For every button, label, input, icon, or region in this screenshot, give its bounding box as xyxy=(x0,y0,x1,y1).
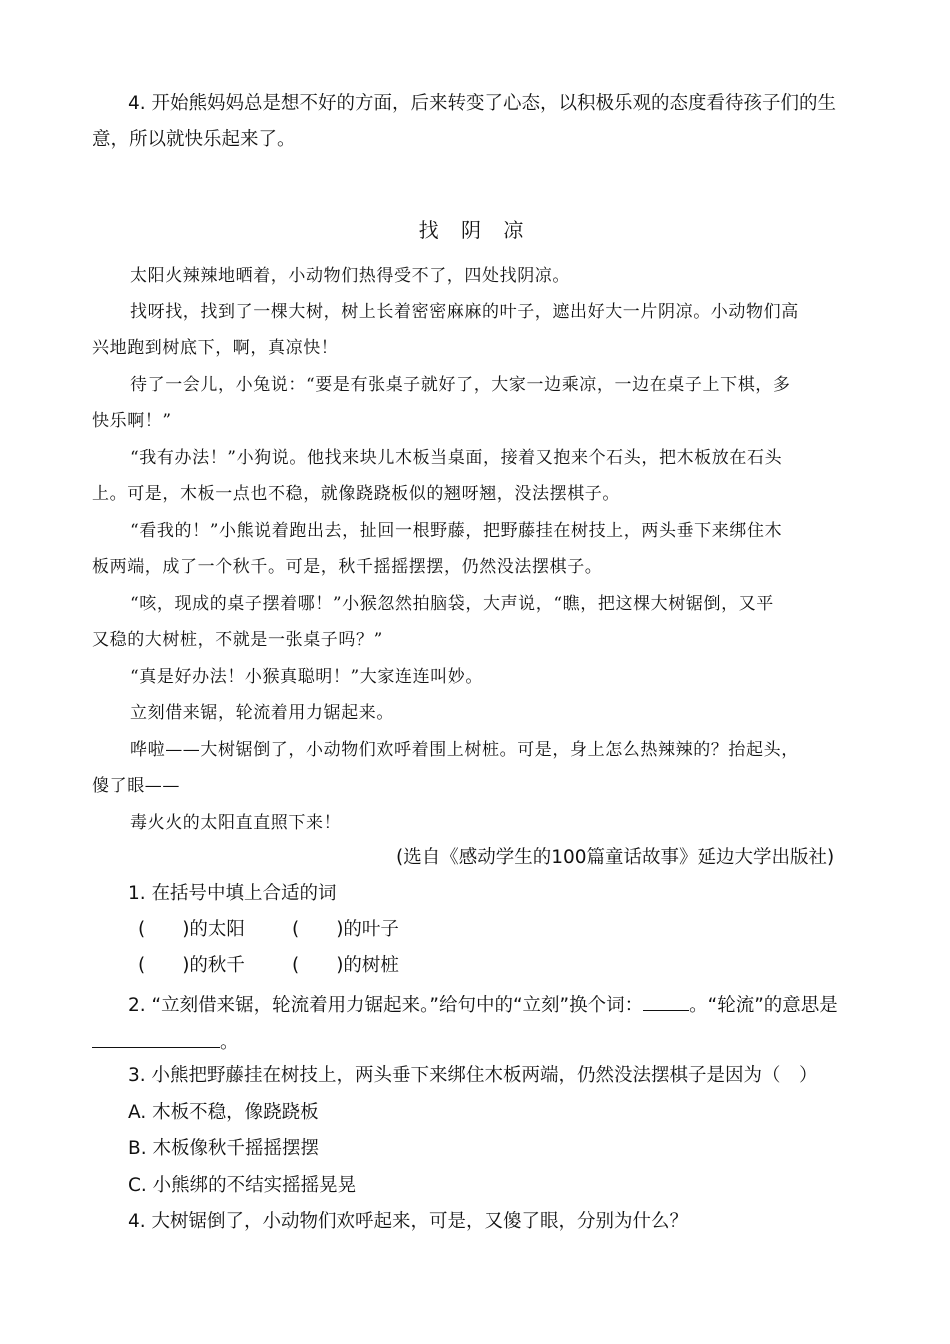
question-1-blank-stump[interactable]: ( )的树桩 xyxy=(292,955,399,976)
question-2-line xyxy=(128,992,838,1018)
story-line: 上。可是，木板一点也不稳，就像跷跷板似的翘呀翘，没法摆棋子。 xyxy=(92,484,620,504)
story-line: 哗啦——大树锯倒了，小动物们欢呼着围上树桩。可是，身上怎么热辣辣的？抬起头， xyxy=(130,740,799,760)
story-line: 傻了眼—— xyxy=(92,776,180,796)
story-line: 立刻借来锯，轮流着用力锯起来。 xyxy=(130,703,394,723)
story-line: 快乐啊！” xyxy=(92,411,172,431)
story-line: “真是好办法！小猴真聪明！”大家连连叫妙。 xyxy=(130,667,483,687)
story-line: 待了一会儿，小兔说：“要是有张桌子就好了，大家一边乘凉，一边在桌子上下棋，多 xyxy=(130,375,791,395)
story-line: 找呀找，找到了一棵大树，树上长着密密麻麻的叶子，遮出好大一片阴凉。小动物们高 xyxy=(130,302,799,322)
story-line: 板两端，成了一个秋千。可是，秋千摇摇摆摆，仍然没法摆棋子。 xyxy=(92,557,603,577)
question-2-answer-blank-1[interactable] xyxy=(643,992,689,1011)
question-1-blank-sun[interactable]: ( )的太阳 xyxy=(138,919,245,940)
question-3-option-a[interactable]: A. 木板不稳，像跷跷板 xyxy=(128,1102,319,1123)
story-line: 太阳火辣辣地晒着，小动物们热得受不了，四处找阴凉。 xyxy=(130,266,570,286)
story-line: 毒火火的太阳直直照下来！ xyxy=(130,813,342,833)
story-title: 找 阴 凉 xyxy=(418,218,532,242)
story-line: “咳，现成的桌子摆着哪！”小猴忽然拍脑袋，大声说，“瞧，把这棵大树锯倒，又平 xyxy=(130,594,774,614)
question-1-blank-swing[interactable]: ( )的秋千 xyxy=(138,955,245,976)
question-3-option-c[interactable]: C. 小熊绑的不结实摇摇晃晃 xyxy=(128,1175,357,1196)
question-2-line-2 xyxy=(92,1029,239,1055)
question-3-option-b[interactable]: B. 木板像秋千摇摇摆摆 xyxy=(128,1138,319,1159)
question-1-prompt: 1. 在括号中填上合适的词 xyxy=(128,883,337,904)
question-2-part2: 。“轮流”的意思是 xyxy=(689,995,838,1016)
question-2-answer-blank-2[interactable] xyxy=(92,1029,220,1048)
story-line: 又稳的大树桩，不就是一张桌子吗？” xyxy=(92,630,383,650)
prev-answer-line-1: 4. 开始熊妈妈总是想不好的方面，后来转变了心态，以积极乐观的态度看待孩子们的生 xyxy=(128,93,837,114)
question-2-part3: 。 xyxy=(220,1032,239,1053)
story-line: “看我的！”小熊说着跑出去，扯回一根野藤，把野藤挂在树技上，两头垂下来绑住木 xyxy=(130,521,783,541)
story-source: (选自《感动学生的100篇童话故事》延边大学出版社) xyxy=(396,847,835,868)
prev-answer-line-2: 意，所以就快乐起来了。 xyxy=(92,129,296,150)
story-line: 兴地跑到树底下，啊，真凉快！ xyxy=(92,338,339,358)
question-3-prompt: 3. 小熊把野藤挂在树技上，两头垂下来绑住木板两端，仍然没法摆棋子是因为（ ） xyxy=(128,1065,818,1086)
question-1-blank-leaves[interactable]: ( )的叶子 xyxy=(292,919,399,940)
question-4-prompt: 4. 大树锯倒了，小动物们欢呼起来，可是，又傻了眼，分别为什么？ xyxy=(128,1211,689,1232)
question-2-part1: 2. “立刻借来锯，轮流着用力锯起来。”给句中的“立刻”换个词： xyxy=(128,995,644,1016)
story-line: “我有办法！”小狗说。他找来块儿木板当桌面，接着又抱来个石头，把木板放在石头 xyxy=(130,448,783,468)
